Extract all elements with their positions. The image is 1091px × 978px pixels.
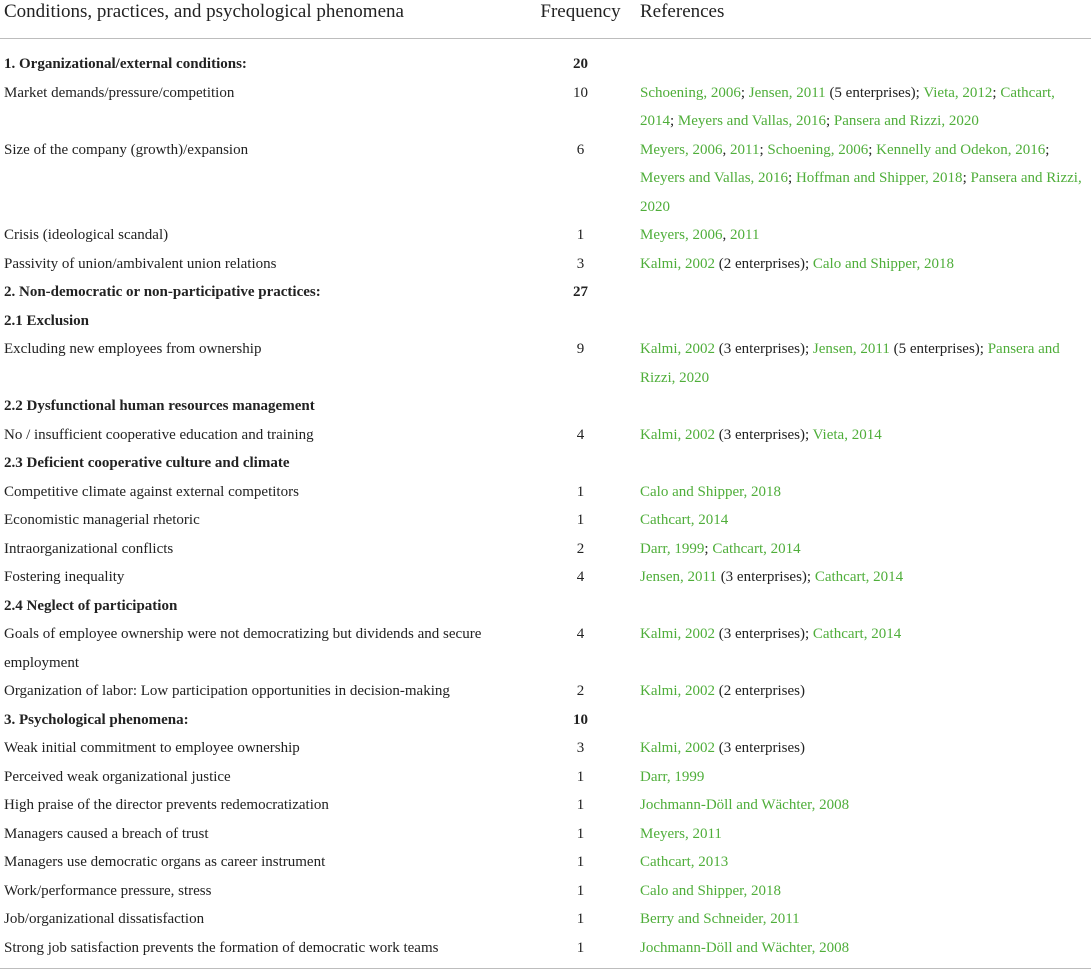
table-row <box>0 791 1091 820</box>
header-frequency: Frequency <box>540 1 621 22</box>
frequency-cell: 6 <box>576 141 585 158</box>
reference-link[interactable]: Pansera and Rizzi, 2020 <box>640 341 1060 386</box>
reference-link[interactable]: Meyers and Vallas, 2016 <box>677 113 826 129</box>
reference-link[interactable]: Berry and Schneider, 2011 <box>640 911 800 927</box>
table-row <box>0 136 1091 222</box>
references-cell <box>636 250 1091 279</box>
reference-link[interactable]: Kalmi, 2002 <box>640 426 715 443</box>
table-row <box>0 478 1091 507</box>
references-cell <box>636 392 1091 421</box>
table-row <box>0 563 1091 592</box>
references-cell <box>636 506 1091 535</box>
condition-cell: 2.2 Dysfunctional human resources management <box>4 398 315 414</box>
condition-cell: Excluding new employees from ownership <box>4 341 262 357</box>
frequency-cell: 1 <box>576 227 585 243</box>
reference-note: (5 enterprises); <box>889 341 988 357</box>
reference-note: ; <box>992 84 1001 101</box>
reference-link[interactable]: Pansera and Rizzi, 2020 <box>640 170 1082 215</box>
references-cell <box>636 563 1091 592</box>
condition-cell: 3. Psychological phenomena: <box>4 711 189 728</box>
references-cell <box>636 677 1091 706</box>
references-cell <box>636 478 1091 507</box>
reference-link[interactable]: Cathcart, 2014 <box>712 540 801 557</box>
references-cell <box>636 820 1091 849</box>
table-body <box>0 39 1091 969</box>
header-conditions: Conditions, practices, and psychological phenomena <box>4 1 404 22</box>
reference-note: ; <box>825 113 834 129</box>
frequency-cell: 4 <box>576 569 585 585</box>
section-heading-row <box>0 592 1091 621</box>
frequency-cell <box>525 449 636 478</box>
references-cell <box>636 877 1091 906</box>
frequency-cell: 9 <box>576 341 585 357</box>
table-row <box>0 335 1091 392</box>
condition-cell: Job/organizational dissatisfaction <box>4 911 205 927</box>
reference-link[interactable]: Jochmann-Döll and Wächter, 2008 <box>640 939 850 956</box>
reference-link[interactable]: Meyers, 2006 <box>640 141 723 158</box>
frequency-cell: 1 <box>576 911 585 927</box>
reference-note: , <box>722 227 730 243</box>
table-header-row <box>0 0 1091 39</box>
frequency-cell: 10 <box>573 711 588 728</box>
reference-link[interactable]: 2011 <box>730 227 760 243</box>
reference-note: ; <box>704 540 713 557</box>
frequency-cell: 4 <box>576 426 585 443</box>
references-cell <box>636 221 1091 250</box>
references-cell <box>636 934 1091 969</box>
condition-cell: Strong job satisfaction prevents the formation of democratic work teams <box>4 939 439 956</box>
frequency-cell: 4 <box>576 626 585 642</box>
table-row <box>0 734 1091 763</box>
reference-link[interactable]: Kalmi, 2002 <box>640 683 715 699</box>
section-heading-row <box>0 278 1091 307</box>
table-row <box>0 763 1091 792</box>
references-cell <box>636 620 1091 677</box>
frequency-cell <box>525 307 636 336</box>
reference-link[interactable]: Schoening, 2006 <box>767 141 869 158</box>
condition-cell: Competitive climate against external competitors <box>4 483 299 500</box>
section-heading-row <box>0 706 1091 735</box>
references-cell <box>636 39 1091 79</box>
table-row <box>0 677 1091 706</box>
reference-link[interactable]: Darr, 1999 <box>640 540 705 557</box>
references-cell <box>636 136 1091 222</box>
reference-link[interactable]: Cathcart, 2014 <box>812 626 902 642</box>
condition-cell: Market demands/pressure/competition <box>4 84 235 101</box>
condition-cell: Weak initial commitment to employee ownership <box>4 740 300 756</box>
condition-cell: 2.1 Exclusion <box>4 312 90 329</box>
condition-cell: Size of the company (growth)/expansion <box>4 141 249 158</box>
reference-note: , <box>722 141 730 158</box>
table-row <box>0 820 1091 849</box>
reference-note: (3 enterprises); <box>715 626 813 642</box>
condition-cell: Crisis (ideological scandal) <box>4 227 169 243</box>
condition-cell: Managers use democratic organs as career instrument <box>4 854 326 870</box>
reference-link[interactable]: Meyers, 2011 <box>640 825 722 842</box>
frequency-cell: 10 <box>573 84 588 101</box>
reference-note: ; <box>670 113 678 129</box>
condition-cell: Perceived weak organizational justice <box>4 768 231 785</box>
references-cell <box>636 848 1091 877</box>
frequency-cell: 3 <box>576 255 585 272</box>
reference-link[interactable]: Calo and Shipper, 2018 <box>640 483 782 500</box>
frequency-cell: 20 <box>573 56 588 72</box>
references-cell <box>636 734 1091 763</box>
reference-note: ; <box>962 170 971 186</box>
reference-link[interactable]: Meyers and Vallas, 2016 <box>640 170 789 186</box>
reference-link[interactable]: Jensen, 2011 <box>640 569 717 585</box>
reference-link[interactable]: Kalmi, 2002 <box>640 626 715 642</box>
table-row <box>0 848 1091 877</box>
references-cell <box>636 905 1091 934</box>
reference-link[interactable]: 2011 <box>730 141 760 158</box>
frequency-cell <box>525 392 636 421</box>
table-row <box>0 221 1091 250</box>
frequency-cell: 1 <box>576 797 585 813</box>
frequency-cell: 1 <box>576 483 585 500</box>
section-heading-row <box>0 449 1091 478</box>
frequency-cell: 1 <box>576 768 585 785</box>
references-cell <box>636 278 1091 307</box>
reference-link[interactable]: Jochmann-Döll and Wächter, 2008 <box>640 797 850 813</box>
condition-cell: Managers caused a breach of trust <box>4 825 209 842</box>
reference-note: (2 enterprises); <box>715 255 813 272</box>
condition-cell: No / insufficient cooperative education and training <box>4 426 314 443</box>
reference-link[interactable]: Cathcart, 2014 <box>814 569 904 585</box>
reference-note: ; <box>740 84 749 101</box>
references-cell <box>636 706 1091 735</box>
condition-cell: Organization of labor: Low participation opportunities in decision-making <box>4 683 450 699</box>
references-cell <box>636 763 1091 792</box>
table-row <box>0 877 1091 906</box>
reference-link[interactable]: Jensen, 2011 <box>748 84 826 101</box>
references-cell <box>636 307 1091 336</box>
condition-cell: 2. Non-democratic or non-participative practices: <box>4 284 321 300</box>
header-references: References <box>640 1 725 22</box>
references-cell <box>636 79 1091 136</box>
references-cell <box>636 335 1091 392</box>
reference-link[interactable]: Vieta, 2012 <box>923 84 993 101</box>
condition-cell: 2.4 Neglect of participation <box>4 597 178 614</box>
reference-note: (3 enterprises); <box>715 341 813 357</box>
reference-link[interactable]: Schoening, 2006 <box>640 84 741 101</box>
reference-note: ; <box>1045 141 1050 158</box>
condition-cell: 2.3 Deficient cooperative culture and climate <box>4 455 290 471</box>
condition-cell: Fostering inequality <box>4 569 125 585</box>
table-row <box>0 421 1091 450</box>
reference-note: ; <box>868 141 877 158</box>
frequency-cell: 1 <box>576 825 585 842</box>
condition-cell: High praise of the director prevents redemocratization <box>4 797 329 813</box>
reference-note: ; <box>788 170 796 186</box>
reference-link[interactable]: Kalmi, 2002 <box>640 341 715 357</box>
frequency-cell: 1 <box>576 882 585 899</box>
reference-link[interactable]: Calo and Shipper, 2018 <box>640 882 782 899</box>
frequency-cell: 2 <box>576 683 585 699</box>
frequency-cell: 1 <box>576 854 585 870</box>
reference-link[interactable]: Cathcart, 2014 <box>640 84 1055 129</box>
reference-note: ; <box>759 141 768 158</box>
table-row <box>0 79 1091 136</box>
table-row <box>0 620 1091 677</box>
reference-link[interactable]: Darr, 1999 <box>640 768 705 785</box>
reference-link[interactable]: Calo and Shipper, 2018 <box>812 255 954 272</box>
references-cell <box>636 449 1091 478</box>
reference-link[interactable]: Kalmi, 2002 <box>640 740 715 756</box>
condition-cell: Goals of employee ownership were not democratizing but dividends and secure employment <box>4 626 482 671</box>
frequency-cell: 1 <box>576 512 585 528</box>
condition-cell: 1. Organizational/external conditions: <box>4 56 247 72</box>
references-cell <box>636 592 1091 621</box>
reference-link[interactable]: Kalmi, 2002 <box>640 255 715 272</box>
references-cell <box>636 421 1091 450</box>
reference-link[interactable]: Meyers, 2006 <box>640 227 723 243</box>
condition-cell: Economistic managerial rhetoric <box>4 512 200 528</box>
references-cell <box>636 535 1091 564</box>
reference-note: (3 enterprises); <box>715 426 813 443</box>
reference-note: (2 enterprises) <box>715 683 805 699</box>
reference-link[interactable]: Pansera and Rizzi, 2020 <box>833 113 979 129</box>
condition-cell: Passivity of union/ambivalent union relations <box>4 255 277 272</box>
reference-link[interactable]: Jensen, 2011 <box>812 341 890 357</box>
frequency-cell: 3 <box>576 740 585 756</box>
frequency-cell: 1 <box>576 939 585 956</box>
reference-link[interactable]: Cathcart, 2013 <box>640 854 729 870</box>
section-heading-row <box>0 39 1091 79</box>
frequency-cell <box>525 592 636 621</box>
frequency-cell: 2 <box>576 540 585 557</box>
reference-note: (3 enterprises) <box>715 740 805 756</box>
reference-link[interactable]: Kennelly and Odekon, 2016 <box>876 141 1046 158</box>
table-row <box>0 250 1091 279</box>
condition-cell: Intraorganizational conflicts <box>4 540 174 557</box>
reference-link[interactable]: Vieta, 2014 <box>812 426 882 443</box>
condition-cell: Work/performance pressure, stress <box>4 882 212 899</box>
reference-link[interactable]: Hoffman and Shipper, 2018 <box>795 170 963 186</box>
references-cell <box>636 791 1091 820</box>
frequency-cell: 27 <box>573 284 588 300</box>
reference-link[interactable]: Cathcart, 2014 <box>640 512 729 528</box>
section-heading-row <box>0 392 1091 421</box>
reference-note: (3 enterprises); <box>716 569 815 585</box>
table-row <box>0 905 1091 934</box>
table-row <box>0 934 1091 969</box>
reference-note: (5 enterprises); <box>825 84 924 101</box>
table-row <box>0 535 1091 564</box>
table-row <box>0 506 1091 535</box>
section-heading-row <box>0 307 1091 336</box>
